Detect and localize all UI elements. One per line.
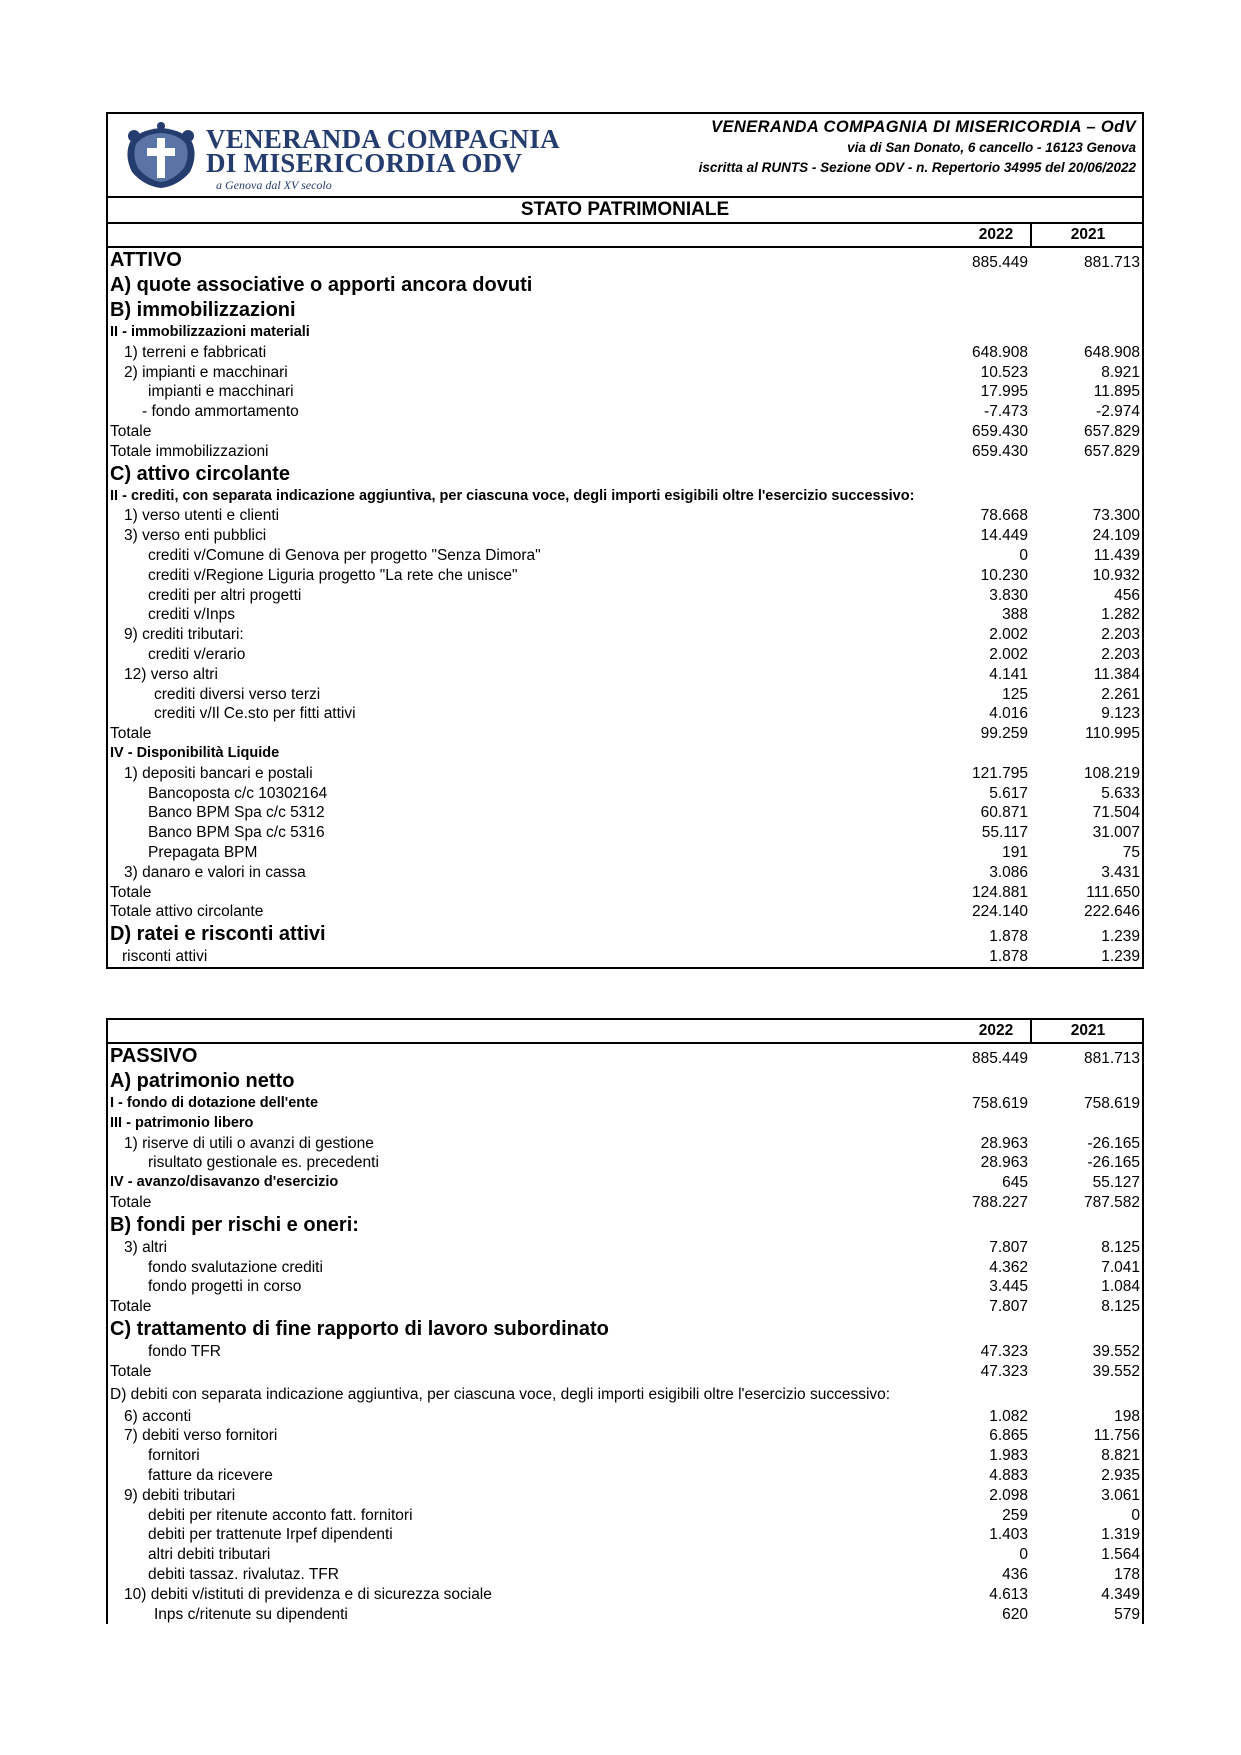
value-2022 (918, 462, 1030, 487)
value-2022: 124.881 (971, 883, 1028, 901)
row-label: Totale (110, 1193, 152, 1211)
table-row (108, 1193, 1142, 1213)
table-row (108, 784, 1142, 804)
row-label: 1) terreni e fabbricati (124, 343, 267, 361)
value-2022: 14.449 (980, 527, 1028, 545)
table-row (108, 922, 1142, 947)
row-label: crediti v/Inps (148, 606, 236, 624)
row-label: Totale (110, 883, 152, 901)
value-2021: 11.384 (1093, 665, 1140, 683)
table-row (108, 1173, 1142, 1193)
value-2022: 28.963 (980, 1134, 1028, 1152)
table-row (108, 1317, 1142, 1342)
value-2021: 2.261 (1101, 685, 1140, 703)
table-row (108, 665, 1142, 685)
table-row (108, 462, 1142, 487)
value-2022: 659.430 (971, 422, 1028, 440)
row-label: Totale (110, 422, 152, 440)
organization-name: VENERANDA COMPAGNIA DI MISERICORDIA – OdV (711, 118, 1136, 136)
table-row (108, 1297, 1142, 1317)
row-label: crediti v/Il Ce.sto per fitti attivi (154, 705, 356, 723)
table-row (108, 685, 1142, 705)
value-2021: 222.646 (1083, 903, 1140, 921)
row-label: Totale (110, 1362, 152, 1380)
column-year-previous: 2021 (1030, 224, 1144, 246)
document-header (106, 112, 1144, 198)
row-label: 3) danaro e valori in cassa (124, 863, 306, 881)
value-2021: 648.908 (1083, 343, 1140, 361)
crest-icon (122, 122, 200, 190)
table-row (108, 382, 1142, 402)
row-label: C) attivo circolante (110, 462, 291, 485)
row-label: 1) depositi bancari e postali (124, 764, 313, 782)
row-label: 1) riserve di utili o avanzi di gestione (124, 1134, 374, 1152)
value-2022: 1.878 (989, 928, 1028, 946)
table-row (108, 843, 1142, 863)
table-row (108, 1069, 1142, 1094)
table-row (108, 1134, 1142, 1154)
logo-tagline: a Genova dal XV secolo (216, 178, 332, 192)
row-label: B) immobilizzazioni (110, 299, 296, 321)
table-row (108, 1466, 1142, 1486)
value-2021: 11.439 (1093, 546, 1140, 564)
row-label: crediti v/Comune di Genova per progetto "Senza Dimora" (148, 546, 541, 564)
table-row (108, 1094, 1142, 1114)
value-2022: 436 (1002, 1565, 1028, 1583)
row-label: crediti v/Regione Liguria progetto "La rete che unisce" (148, 566, 518, 584)
value-2022: 3.830 (989, 586, 1028, 604)
row-label: Totale immobilizzazioni (110, 442, 269, 460)
row-label: fondo progetti in corso (148, 1278, 302, 1296)
value-2022: 0 (1019, 1546, 1028, 1564)
table-row (108, 1362, 1142, 1382)
row-label: fondo TFR (148, 1342, 221, 1360)
value-2022 (918, 1069, 1030, 1094)
column-header (108, 224, 1142, 248)
value-2022: 224.140 (971, 903, 1028, 921)
table-row (108, 1605, 1142, 1625)
row-label: PASSIVO (110, 1045, 198, 1067)
table-row (108, 1153, 1142, 1173)
row-label: Totale attivo circolante (110, 903, 264, 921)
value-2021 (1030, 1213, 1142, 1238)
value-2022: 659.430 (971, 442, 1028, 460)
value-2021: 108.219 (1083, 764, 1140, 782)
row-label: risultato gestionale es. precedenti (148, 1154, 379, 1172)
row-label: crediti diversi verso terzi (154, 685, 321, 703)
row-label: 3) altri (124, 1238, 168, 1256)
value-2021: 2.935 (1101, 1466, 1140, 1484)
table-row (108, 402, 1142, 422)
row-label: C) trattamento di fine rapporto di lavoro subordinato (110, 1317, 609, 1340)
column-year-current: 2022 (978, 1022, 1014, 1039)
value-2021: 111.650 (1086, 883, 1140, 901)
value-2022: 55.117 (981, 824, 1028, 842)
row-label: Bancoposta c/c 10302164 (148, 784, 328, 802)
value-2021: 39.552 (1092, 1362, 1140, 1380)
row-label: Inps c/ritenute su dipendenti (154, 1605, 348, 1623)
value-2022: 2.002 (989, 645, 1028, 663)
value-2022 (918, 298, 1030, 323)
value-2022 (918, 1317, 1030, 1342)
row-label: I - fondo di dotazione dell'ente (110, 1095, 319, 1111)
value-2022: 7.807 (989, 1238, 1028, 1256)
value-2022: 1.082 (989, 1407, 1028, 1425)
value-2021: 0 (1131, 1506, 1140, 1524)
value-2022: 10.523 (980, 363, 1028, 381)
table-row (108, 1238, 1142, 1258)
attivo-table (108, 248, 1142, 967)
value-2022: 125 (1002, 685, 1028, 703)
value-2021: 3.431 (1101, 863, 1140, 881)
table-row (108, 883, 1142, 903)
value-2021: 10.932 (1092, 566, 1140, 584)
value-2022: 28.963 (980, 1154, 1028, 1172)
table-row (108, 947, 1142, 967)
value-2021: 579 (1114, 1605, 1140, 1623)
row-label: altri debiti tributari (148, 1546, 271, 1564)
value-2022: 4.141 (989, 665, 1028, 683)
row-label: D) debiti con separata indicazione aggiuntiva, per ciascuna voce, degli importi esigibili oltre l'esercizio successivo: (110, 1385, 891, 1403)
value-2021: 2.203 (1101, 645, 1140, 663)
value-2022: 1.403 (989, 1526, 1028, 1544)
value-2021 (1030, 462, 1142, 487)
table-row (108, 1426, 1142, 1446)
column-year-previous: 2021 (1030, 1020, 1144, 1042)
table-row (108, 566, 1142, 586)
row-label: D) ratei e risconti attivi (110, 923, 326, 946)
value-2021: 1.239 (1101, 948, 1140, 966)
row-label: debiti per trattenute Irpef dipendenti (148, 1526, 393, 1544)
value-2022 (918, 487, 1030, 507)
value-2022: 2.002 (989, 626, 1028, 644)
row-label: A) patrimonio netto (110, 1070, 295, 1092)
row-label: A) quote associative o apporti ancora dovuti (110, 274, 533, 296)
table-row (108, 1114, 1142, 1134)
row-label: Banco BPM Spa c/c 5312 (148, 804, 325, 822)
value-2022: 60.871 (980, 804, 1028, 822)
value-2021: 1.319 (1101, 1526, 1140, 1544)
value-2021: 5.633 (1101, 784, 1140, 802)
value-2021: 758.619 (1083, 1095, 1140, 1112)
table-row (108, 298, 1142, 323)
value-2021: 456 (1114, 586, 1140, 604)
page-title: STATO PATRIMONIALE (108, 198, 1142, 224)
table-row (108, 506, 1142, 526)
table-row (108, 803, 1142, 823)
table-row (108, 586, 1142, 606)
row-label: 7) debiti verso fornitori (124, 1427, 278, 1445)
value-2021 (1030, 744, 1142, 764)
column-header (108, 1020, 1142, 1044)
value-2022: 648.908 (971, 343, 1028, 361)
row-label: risconti attivi (122, 948, 208, 966)
row-label: crediti v/erario (148, 645, 246, 663)
value-2022: 4.613 (989, 1585, 1028, 1603)
row-label: debiti per ritenute acconto fatt. fornitori (148, 1506, 413, 1524)
table-row (108, 823, 1142, 843)
value-2021: 55.127 (1092, 1174, 1140, 1192)
row-label: III - patrimonio libero (110, 1114, 254, 1131)
table-row (108, 1342, 1142, 1362)
table-row (108, 422, 1142, 442)
table-row (108, 1258, 1142, 1278)
value-2022: 2.098 (989, 1486, 1028, 1504)
value-2022: 645 (1002, 1174, 1028, 1192)
table-row (108, 343, 1142, 363)
value-2021 (1030, 1114, 1142, 1134)
value-2022: 17.995 (980, 383, 1028, 401)
table-row (108, 487, 1142, 507)
row-label: 1) verso utenti e clienti (124, 507, 280, 525)
value-2022: 1.983 (989, 1447, 1028, 1465)
value-2022: 99.259 (980, 725, 1028, 743)
value-2022: 6.865 (989, 1427, 1028, 1445)
value-2022 (918, 744, 1030, 764)
row-label: 9) crediti tributari: (124, 626, 244, 644)
table-row (108, 1407, 1142, 1427)
organization-registry: iscritta al RUNTS - Sezione ODV - n. Repertorio 34995 del 20/06/2022 (698, 160, 1136, 175)
value-2021 (1030, 323, 1142, 343)
table-row (108, 442, 1142, 462)
row-label: impianti e macchinari (148, 383, 294, 401)
value-2021: 31.007 (1092, 824, 1140, 842)
value-2022: 47.323 (980, 1342, 1028, 1360)
table-row (108, 1525, 1142, 1545)
table-row (108, 1213, 1142, 1238)
passivo-table (108, 1044, 1142, 1624)
value-2022: 0 (1019, 546, 1028, 564)
row-label: 6) acconti (124, 1407, 192, 1425)
value-2022 (918, 1213, 1030, 1238)
value-2021: 1.084 (1101, 1278, 1140, 1296)
table-row (108, 1486, 1142, 1506)
table-row (108, 704, 1142, 724)
table-row (108, 526, 1142, 546)
organization-logo (122, 122, 562, 192)
value-2021: 110.995 (1085, 725, 1140, 743)
value-2022: 620 (1002, 1605, 1028, 1623)
table-row (108, 273, 1142, 298)
value-2021: 881.713 (1083, 254, 1140, 271)
value-2021 (1030, 298, 1142, 323)
table-row (108, 625, 1142, 645)
value-2021: 75 (1122, 843, 1140, 861)
value-2021 (1030, 1317, 1142, 1342)
value-2022: 3.086 (989, 863, 1028, 881)
row-label: crediti per altri progetti (148, 586, 302, 604)
value-2022 (918, 1382, 1030, 1407)
column-year-current: 2022 (978, 226, 1014, 243)
row-label: fornitori (148, 1447, 200, 1465)
value-2021 (1030, 273, 1142, 298)
value-2022: 788.227 (971, 1193, 1028, 1211)
table-row (108, 605, 1142, 625)
value-2022: 47.323 (980, 1362, 1028, 1380)
value-2021: -26.165 (1087, 1134, 1140, 1152)
value-2021: 1.282 (1101, 606, 1140, 624)
value-2022: -7.473 (984, 403, 1028, 421)
table-row (108, 863, 1142, 883)
value-2022: 259 (1002, 1506, 1028, 1524)
value-2022 (918, 323, 1030, 343)
value-2021: 73.300 (1092, 507, 1140, 525)
value-2022: 3.445 (989, 1278, 1028, 1296)
table-row (108, 1446, 1142, 1466)
value-2022: 4.362 (989, 1258, 1028, 1276)
value-2021: -2.974 (1096, 403, 1140, 421)
table-row (108, 1277, 1142, 1297)
row-label: fatture da ricevere (148, 1466, 273, 1484)
row-label: 10) debiti v/istituti di previdenza e di sicurezza sociale (124, 1585, 492, 1603)
value-2022: 885.449 (971, 254, 1028, 271)
row-label: II - crediti, con separata indicazione aggiuntiva, per ciascuna voce, degli importi esigibili oltre l'esercizio successivo: (110, 487, 915, 504)
table-row (108, 724, 1142, 744)
value-2021: 8.125 (1101, 1238, 1140, 1256)
passivo-section (106, 1018, 1144, 1624)
row-label: 12) verso altri (124, 665, 218, 683)
value-2021: 11.756 (1093, 1427, 1140, 1445)
table-row (108, 1585, 1142, 1605)
row-label: Totale (110, 725, 152, 743)
row-label: 2) impianti e macchinari (124, 363, 288, 381)
value-2021: 198 (1114, 1407, 1140, 1425)
table-row (108, 248, 1142, 273)
value-2021: 1.239 (1101, 928, 1140, 946)
logo-line-1: VENERANDA COMPAGNIA (206, 124, 560, 154)
attivo-section (106, 198, 1144, 969)
value-2022: 78.668 (980, 507, 1028, 525)
value-2022 (918, 273, 1030, 298)
row-label: - fondo ammortamento (142, 403, 299, 421)
value-2022: 191 (1002, 843, 1028, 861)
value-2022: 4.883 (989, 1466, 1028, 1484)
organization-address: via di San Donato, 6 cancello - 16123 Genova (847, 140, 1136, 155)
row-label: 3) verso enti pubblici (124, 527, 267, 545)
row-label: Prepagata BPM (148, 843, 258, 861)
value-2022: 1.878 (989, 948, 1028, 966)
row-label: Banco BPM Spa c/c 5316 (148, 824, 325, 842)
row-label: IV - avanzo/disavanzo d'esercizio (110, 1174, 339, 1191)
value-2022: 121.795 (971, 764, 1028, 782)
value-2021: 8.125 (1101, 1298, 1140, 1316)
row-label: Totale (110, 1298, 152, 1316)
row-label: IV - Disponibilità Liquide (110, 744, 280, 761)
value-2021: 881.713 (1083, 1050, 1140, 1067)
table-row (108, 744, 1142, 764)
table-row (108, 1545, 1142, 1565)
value-2021: 3.061 (1101, 1486, 1140, 1504)
value-2021: 1.564 (1101, 1546, 1140, 1564)
value-2022: 7.807 (989, 1298, 1028, 1316)
row-label: debiti tassaz. rivalutaz. TFR (148, 1565, 339, 1583)
value-2021: 2.203 (1101, 626, 1140, 644)
value-2021: 8.821 (1101, 1447, 1140, 1465)
value-2021: 4.349 (1101, 1585, 1140, 1603)
row-label: 9) debiti tributari (124, 1486, 236, 1504)
value-2021: 71.504 (1092, 804, 1140, 822)
row-label: B) fondi per rischi e oneri: (110, 1213, 359, 1236)
value-2022: 758.619 (971, 1095, 1028, 1112)
value-2022: 4.016 (989, 705, 1028, 723)
value-2021: -26.165 (1087, 1154, 1140, 1172)
table-row (108, 1044, 1142, 1069)
value-2021: 7.041 (1101, 1258, 1140, 1276)
value-2021: 8.921 (1101, 363, 1140, 381)
value-2021: 39.552 (1092, 1342, 1140, 1360)
value-2021: 657.829 (1083, 442, 1140, 460)
row-label: fondo svalutazione crediti (148, 1258, 323, 1276)
value-2021: 11.895 (1093, 383, 1140, 401)
value-2022: 5.617 (989, 784, 1028, 802)
organization-info (699, 116, 1136, 178)
value-2022: 10.230 (980, 566, 1028, 584)
value-2021 (1030, 1069, 1142, 1094)
logo-line-2: DI MISERICORDIA ODV (206, 148, 523, 178)
value-2022: 885.449 (971, 1050, 1028, 1067)
value-2022 (918, 1114, 1030, 1134)
value-2022: 388 (1002, 606, 1028, 624)
value-2021 (1030, 1382, 1142, 1407)
table-row (108, 1565, 1142, 1585)
table-row (108, 363, 1142, 383)
value-2021: 657.829 (1083, 422, 1140, 440)
value-2021: 178 (1114, 1565, 1140, 1583)
value-2021 (1030, 487, 1142, 507)
table-row (108, 1506, 1142, 1526)
table-row (108, 546, 1142, 566)
row-label: II - immobilizzazioni materiali (110, 324, 310, 340)
table-row (108, 645, 1142, 665)
row-label: ATTIVO (110, 249, 182, 271)
value-2021: 24.109 (1092, 527, 1140, 545)
value-2021: 9.123 (1101, 705, 1140, 723)
table-row (108, 323, 1142, 343)
table-row (108, 764, 1142, 784)
value-2021: 787.582 (1083, 1193, 1140, 1211)
table-row (108, 1382, 1142, 1407)
table-row (108, 902, 1142, 922)
